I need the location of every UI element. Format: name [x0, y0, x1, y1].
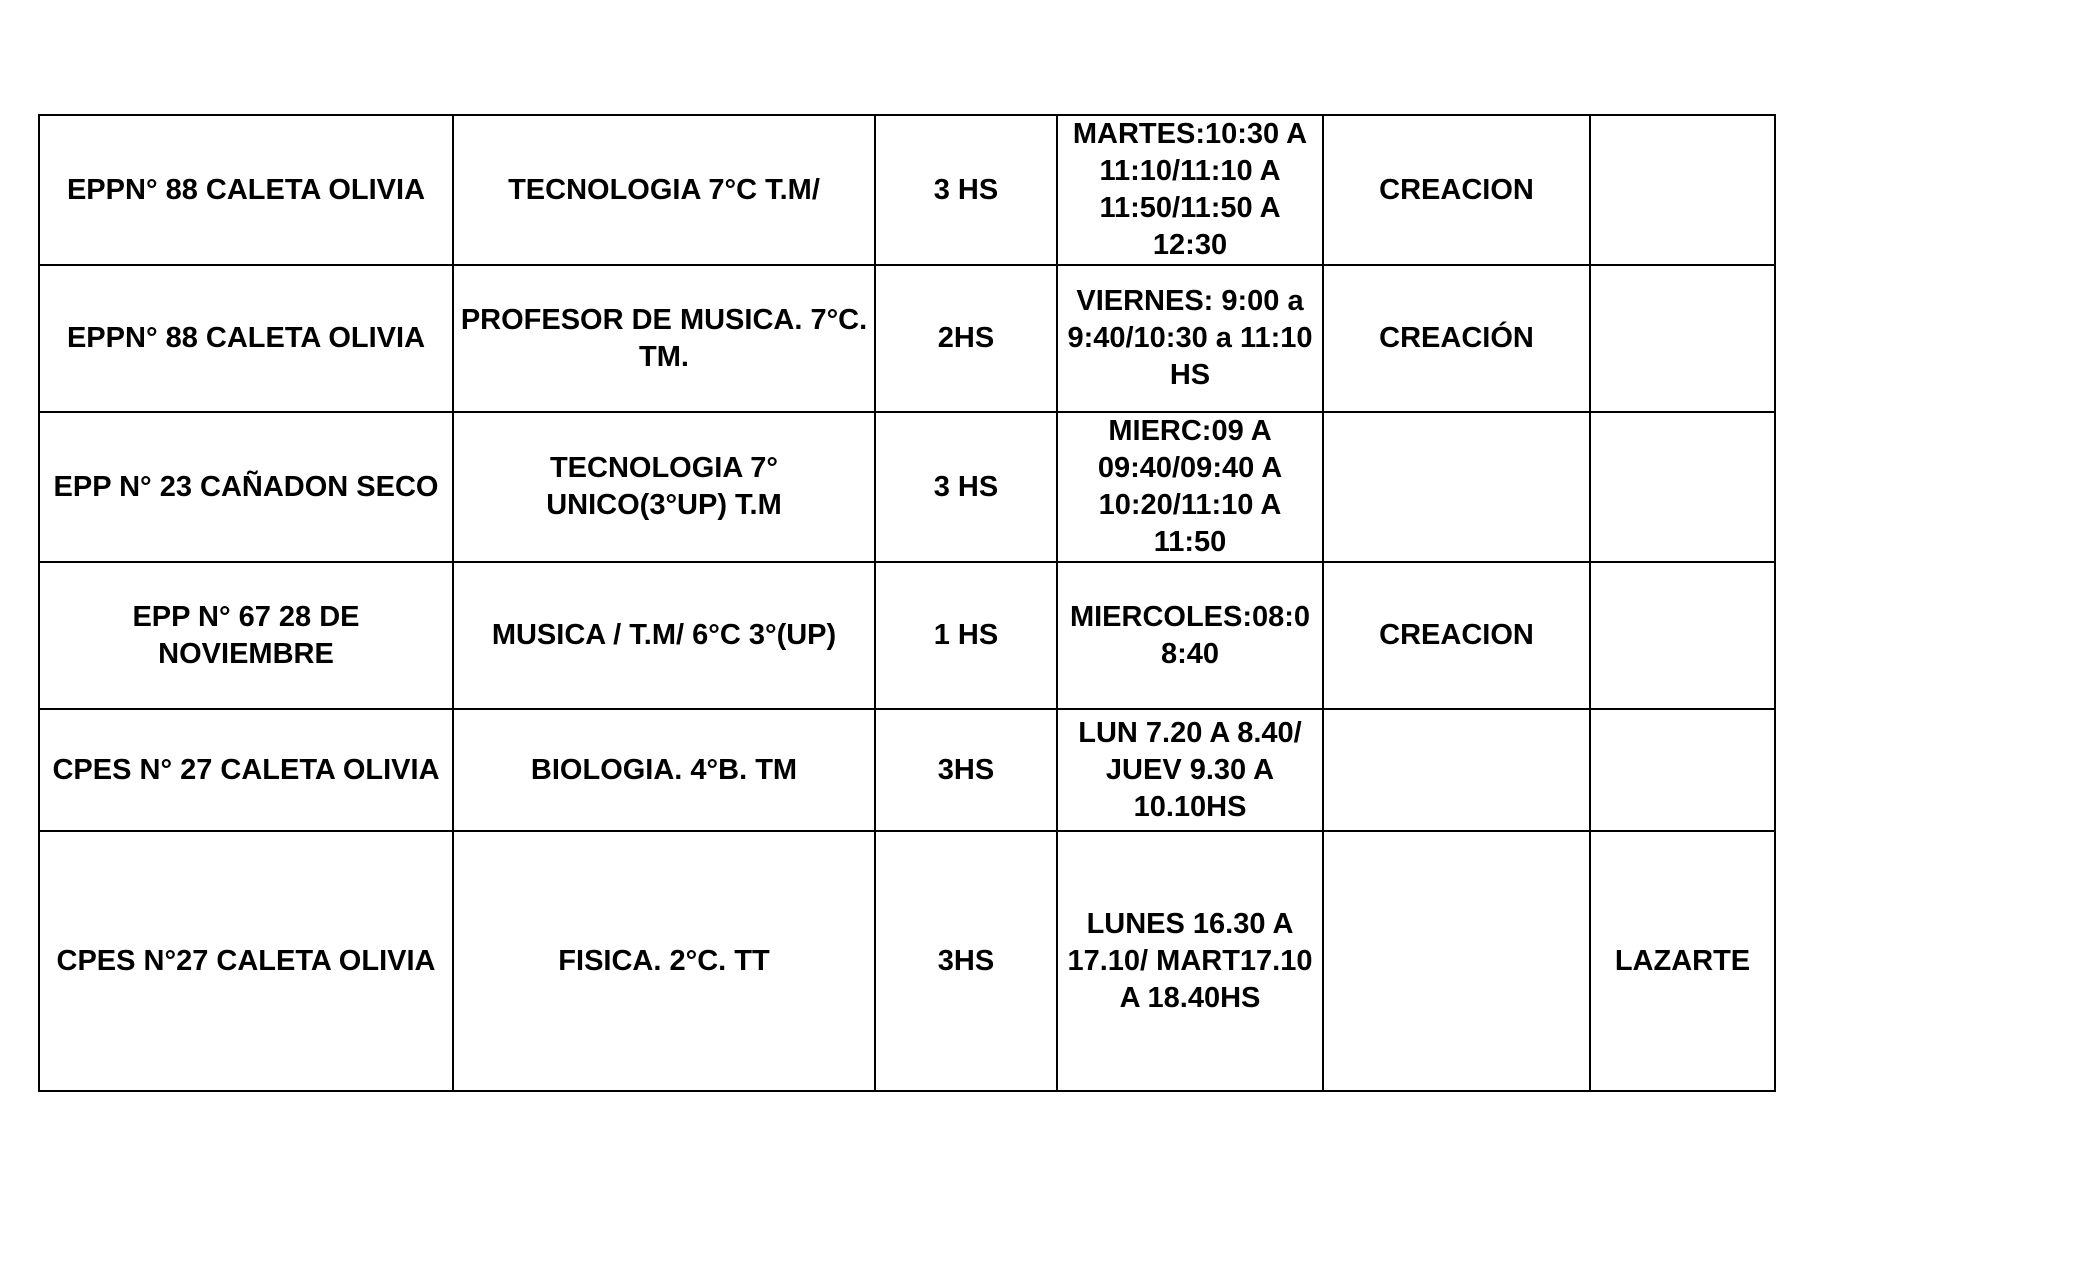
subject-cell: MUSICA / T.M/ 6°C 3°(UP): [453, 562, 875, 709]
schedule-cell: MARTES:10:30 A 11:10/11:10 A 11:50/11:50 A 12:30: [1057, 115, 1323, 265]
schedule-cell: MIERCOLES:08:0 8:40: [1057, 562, 1323, 709]
school-cell: EPPN° 88 CALETA OLIVIA: [39, 265, 453, 412]
name-cell: [1590, 709, 1775, 831]
assignments-table: [38, 114, 1776, 1092]
school-cell: CPES N° 27 CALETA OLIVIA: [39, 709, 453, 831]
hours-cell: 3 HS: [875, 412, 1057, 562]
hours-cell: 3 HS: [875, 115, 1057, 265]
status-cell: [1323, 831, 1590, 1091]
hours-cell: 1 HS: [875, 562, 1057, 709]
schedule-cell: MIERC:09 A 09:40/09:40 A 10:20/11:10 A 11:50: [1057, 412, 1323, 562]
table-row: [39, 709, 1775, 831]
table-row: [39, 562, 1775, 709]
school-cell: EPP N° 23 CAÑADON SECO: [39, 412, 453, 562]
table-row: [39, 265, 1775, 412]
name-cell: [1590, 265, 1775, 412]
hours-cell: 3HS: [875, 831, 1057, 1091]
schedule-cell: LUNES 16.30 A 17.10/ MART17.10 A 18.40HS: [1057, 831, 1323, 1091]
subject-cell: FISICA. 2°C. TT: [453, 831, 875, 1091]
hours-cell: 2HS: [875, 265, 1057, 412]
subject-cell: TECNOLOGIA 7°C T.M/: [453, 115, 875, 265]
subject-cell: PROFESOR DE MUSICA. 7°C. TM.: [453, 265, 875, 412]
subject-cell: BIOLOGIA. 4°B. TM: [453, 709, 875, 831]
status-cell: [1323, 412, 1590, 562]
status-cell: CREACION: [1323, 115, 1590, 265]
name-cell: [1590, 562, 1775, 709]
name-cell: LAZARTE: [1590, 831, 1775, 1091]
table-row: [39, 831, 1775, 1091]
table-row: [39, 412, 1775, 562]
table-row: [39, 115, 1775, 265]
schedule-cell: LUN 7.20 A 8.40/ JUEV 9.30 A 10.10HS: [1057, 709, 1323, 831]
school-cell: CPES N°27 CALETA OLIVIA: [39, 831, 453, 1091]
status-cell: [1323, 709, 1590, 831]
hours-cell: 3HS: [875, 709, 1057, 831]
name-cell: [1590, 115, 1775, 265]
school-cell: EPP N° 67 28 DE NOVIEMBRE: [39, 562, 453, 709]
status-cell: CREACIÓN: [1323, 265, 1590, 412]
school-cell: EPPN° 88 CALETA OLIVIA: [39, 115, 453, 265]
name-cell: [1590, 412, 1775, 562]
schedule-cell: VIERNES: 9:00 a 9:40/10:30 a 11:10 HS: [1057, 265, 1323, 412]
status-cell: CREACION: [1323, 562, 1590, 709]
subject-cell: TECNOLOGIA 7° UNICO(3°UP) T.M: [453, 412, 875, 562]
